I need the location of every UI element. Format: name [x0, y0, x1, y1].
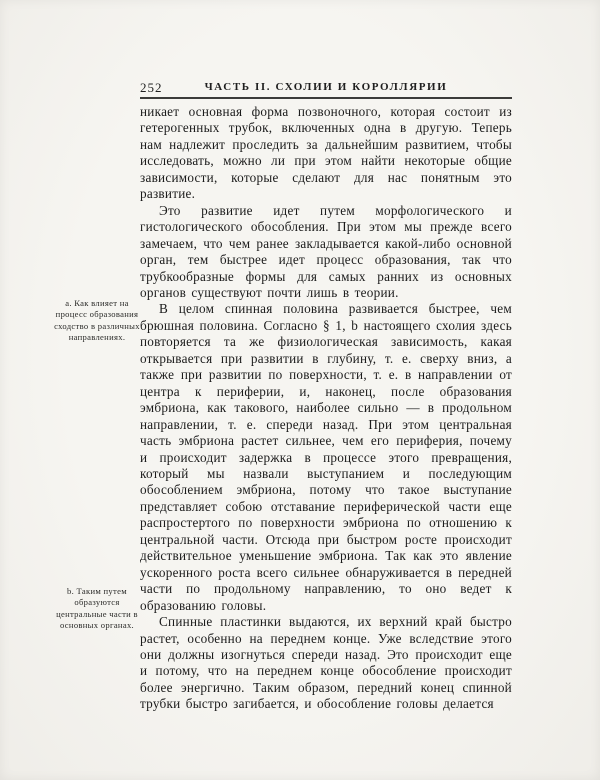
header-rule	[140, 97, 512, 99]
running-head: ЧАСТЬ II. СХОЛИИ И КОРОЛЛЯРИИ	[204, 81, 448, 93]
body-text	[140, 104, 512, 713]
paragraph: Спинные пластинки выдаются, их верхний край быстро растет, особенно на переднем конце. Уже вследствие этого они должны изогнуться спереди назад. Это происходит еще и потому, что на переднем конце обособление происходит более энергично. Таким образом, передний конец спинной трубки быстро загибается, и обособление головы делается	[140, 614, 512, 712]
margin-note-b: b. Таким путем образуются центральные части в основных органах.	[56, 586, 138, 631]
margin-note-a: а. Как влияет на процесс образования сходство в различных направлениях.	[54, 298, 140, 343]
page-number: 252	[140, 80, 163, 95]
paragraph: Это развитие идет путем морфологического и гистологического обособления. При этом мы прежде всего замечаем, что чем ранее закладывается какой-либо основной орган, тем быстрее идет процесс образования, так что трубкообразные формы для самых ранних из основных органов существуют почти лишь в теории.	[140, 202, 512, 300]
paragraph: В целом спинная половина развивается быстрее, чем брюшная половина. Согласно § 1, b настоящего схолия здесь повторяется та же физиологическая зависимость, какая открывается при развитии в глубину, т. е. сверху вниз, а также при развитии по поверхности, т. е. в направлении от центра к периферии, и, наконец, после образования эмбриона, как такового, наиболее сильно — в продольном направлении, т. е. спереди назад. При этом центральная часть эмбриона растет сильнее, чем его периферия, почему и происходит задержка в процессе этого превращения, который мы назвали выступанием и последующим обособлением эмбриона, потому что такое выступание представляет собою отставание периферической части еще распростертого по поверхности эмбриона по отношению к центральной части. Отсюда при быстром росте происходит действительное уменьшение эмбриона. Так как это явление ускоренного роста всего сильнее обнаруживается в передней части по продольному направлению, то оно ведет к образованию головы.	[140, 301, 512, 613]
page-header	[140, 80, 512, 96]
paragraph: никает основная форма позвоночного, которая состоит из гетерогенных трубок, включенных одна в другую. Теперь нам надлежит проследить за дальнейшим развитием, чтобы исследовать, можно ли при этом найти некоторые общие зависимости, которые сделают для нас понятным это развитие.	[140, 104, 512, 202]
